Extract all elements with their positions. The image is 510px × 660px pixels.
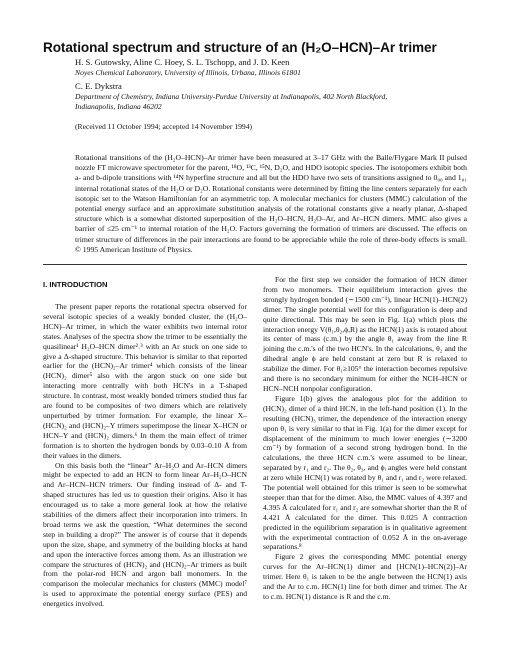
right-column [263, 275, 467, 602]
left-column [43, 302, 247, 609]
received-dates: (Received 11 October 1994; accepted 14 November 1994) [75, 122, 253, 131]
authors-group-1: H. S. Gutowsky, Aline C. Hoey, S. L. Tschopp, and J. D. Keen [75, 57, 290, 67]
affiliation-2-line-2: Indianapolis, Indiana 46202 [75, 102, 162, 111]
paragraph: Figure 1(b) gives the analogous plot for the addition to (HCN)₂ dimer of a third HCN, in the left-hand position (1). In the resulting (HCN)₃ trimer, the dependence of the interaction energy upon θ₁ is very similar to that in Fig. 1(a) for the dimer except for displacement of the minimum to much lower energies (∼3200 cm⁻¹) by formation of a second strong hydrogen bond. In the calculations, the three HCN c.m.'s were assumed to be linear, separated by r₁ and r₂. The θ₂, θ₃, and ϕᵢ angles were held constant at zero while HCN(1) was rotated by θ₁ and r₁ and r₂ were relaxed. The potential well obtained for this trimer is seen to be somewhat steeper than that for the dimer. Also, the MMC values of 4.397 and 4.395 Å calculated for r₁ and r₂ are somewhat shorter than the R of 4.421 Å calculated for the dimer. This 0.025 Å contraction predicted in the equilibrium separation is in qualitative agreement with the experimental contraction of 0.052 Å in the on-average separations.⁸ [263, 393, 467, 552]
affiliation-2-line-1: Department of Chemistry, Indiana University-Purdue University at Indianapolis, 402 North Blackford, [75, 92, 388, 101]
paragraph: On this basis both the “linear” Ar–H₂O and Ar–HCN dimers might be expected to add an HCN to form linear Ar–H₂O–HCN and Ar–HCN–HCN trimers. Our finding instead of Δ- and T-shaped structures has led us to question their origins. Also it has encouraged us to take a more general look at how the relative stabilities of the dimers affect their incorporation into trimers. In broad terms we ask the question, “What determines the second step in building a drop?” The answer is of course that it depends upon the size, shape, and symmetry of the building blocks at hand and upon the interactive forces among them. As an illustration we compare the structures of (HCN)₂ and (HCN)₂–Ar trimers as built from the polar-rod HCN and argon ball monomers. In the comparison the molecular mechanics for clusters (MMC) model⁷ is used to approximate the potential energy surface (PES) and energetics involved. [43, 460, 247, 609]
affiliation-1: Noyes Chemical Laboratory, University of Illinois, Urbana, Illinois 61801 [75, 68, 301, 77]
paragraph: Figure 2 gives the corresponding MMC potential energy curves for the Ar–HCN(1) dimer and [HCN(1)–HCN(2)]–Ar trimer. Here θ₁ is taken to be the angle between the HCN(1) axis and the Ar to c.m. HCN(1) line for both dimer and trimer. The Ar to c.m. HCN(1) distance is R and the c.m. [263, 552, 467, 601]
paragraph: The present paper reports the rotational spectra observed for several isotopic species of a weakly bonded cluster, the (H₂O–HCN)–Ar trimer, in which the water exhibits two internal rotor states. Analyses of the spectra show the trimer to be essentially the quasilinear¹ H₂O–HCN dimer²˒³ with an Ar stuck on one side to give a Δ-shaped structure. This behavior is similar to that reported earlier for the (HCN)₂–Ar trimer⁴ which consists of the linear (HCN)₂ dimer⁵ also with the argon stuck on one side but interacting more centrally with both HCN's in a T-shaped structure. In contrast, most weakly bonded trimers studied thus far are found to be composites of two dimers which are relatively unperturbed by trimer formation. For example, the linear X–(HCN)₂ and (HCN)₂–Y trimers superimpose the linear X–HCN or HCN–Y and (HCN)₂ dimers.⁶ In them the main effect of trimer formation is to shorten the hydrogen bonds by 0.03–0.10 Å from their values in the dimers. [43, 302, 247, 460]
article-title: Rotational spectrum and structure of an (H₂O–HCN)–Ar trimer [43, 40, 437, 55]
paragraph: For the first step we consider the formation of HCN dimer from two monomers. Their equilibrium interaction gives the strongly hydrogen bonded (∼1500 cm⁻¹), linear HCN(1)–HCN(2) dimer. The single potential well for this configuration is deep and quite directional. This may be seen in Fig. 1(a) which plots the interaction energy V(θ₁,θ₂,ϕ,R) as the HCN(1) axis is rotated about its center of mass (c.m.) by the angle θ₁ away from the line R joining the c.m.'s of the two HCN's. In the calculations, θ₂ and the dihedral angle ϕ are held constant at zero but R is relaxed to stabilize the dimer. For θ₁≥105° the interaction becomes repulsive and there is no secondary minimum for either the NCH–HCN or HCN–NCH nonpolar configuration. [263, 275, 467, 393]
separator-rule [43, 264, 467, 265]
authors-group-2: C. E. Dykstra [75, 81, 122, 91]
section-heading: I. INTRODUCTION [43, 280, 108, 289]
abstract: Rotational transitions of the (H₂O–HCN)–Ar trimer have been measured at 3–17 GHz with the Balle/Flygare Mark II pulsed nozzle FT microwave spectrometer for the parent, ¹⁸O, ¹³C, ¹⁵N, D₂O, and HDO isotopic species. The isotopomers exhibit both a- and b-dipole transitions with ¹⁴N hyperfine structure and all but the HDO have two sets of transitions assigned to 0₀₀ and 1₀₁ internal rotational states of the H₂O or D₂O. Rotational constants were determined by fitting the line centers separately for each isotopic set to the Watson Hamiltonian for an asymmetric top. A molecular mechanics for clusters (MMC) calculation of the potential energy surface and an approximate substitution analysis of the rotational constants give a nearly planar, Δ-shaped structure which is a somewhat distorted superposition of the H₂O–HCN, H₂O–Ar, and Ar–HCN dimers. MMC also gives a barrier of ≤25 cm⁻¹ to internal rotation of the H₂O. Factors governing the formation of trimers are discussed. The effects on trimer structure of differences in the pair interactions are found to be appreciable while the role of three-body effects is small. © 1995 American Institute of Physics. [75, 153, 467, 254]
